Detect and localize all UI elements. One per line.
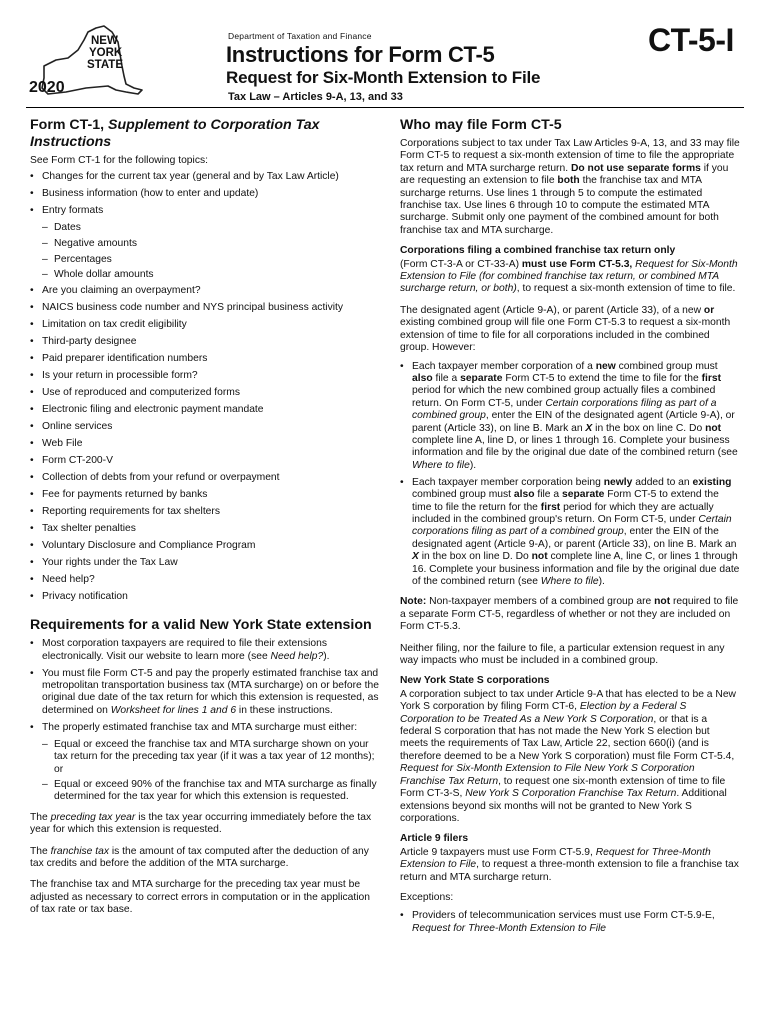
list-item: • Third-party designee <box>30 336 380 348</box>
list-item: • The properly estimated franchise tax and MTA surcharge must either: <box>30 722 380 734</box>
combined-group-heading: Corporations filing a combined franchise tax return only <box>400 245 676 257</box>
adjustment-paragraph: The franchise tax and MTA surcharge for the preceding tax year must be adjusted as necessary to correct errors in computation or in the application of tax rate or tax base. <box>30 879 370 916</box>
page-title: Instructions for Form CT-5 <box>226 42 495 67</box>
ct1-topic-list <box>30 171 380 603</box>
ct1-intro: See Form CT-1 for the following topics: <box>30 155 208 166</box>
who-may-file-paragraph: Corporations subject to tax under Tax Law Articles 9-A, 13, and 33 may file Form CT-5 to request a six-month extension of time to file the appropriate tax return and MTA surcharge return. Do not use separate forms if you are requesting an extension to file both the franchise tax and MTA surcharge returns. Use lines 1 through 5 to compute the estimated franchise tax. Use lines 6 through 10 to compute the estimated MTA surcharge. Submit only one payment of the combined amount for both franchise tax and MTA surcharge. <box>400 138 740 236</box>
s-corporations-heading: New York State S corporations <box>400 675 550 687</box>
list-item: • Privacy notification <box>30 591 380 603</box>
right-column <box>400 114 740 940</box>
list-item: • Need help? <box>30 574 380 586</box>
sub-list-item: – Percentages <box>30 254 380 266</box>
page-subtitle: Request for Six-Month Extension to File <box>226 68 541 87</box>
list-item: • Limitation on tax credit eligibility <box>30 319 380 331</box>
list-item: • Electronic filing and electronic payment mandate <box>30 404 380 416</box>
franchise-tax-paragraph: The franchise tax is the amount of tax computed after the deduction of any tax credits and before the addition of the MTA surcharge. <box>30 845 369 870</box>
list-item: • Voluntary Disclosure and Compliance Program <box>30 540 380 552</box>
list-item: • Most corporation taxpayers are required to file their extensions electronically. Visit our website to learn more (see Need help?). <box>30 638 380 663</box>
logo-line-1: NEW <box>91 35 118 47</box>
combined-group-paragraph: (Form CT-3-A or CT-33-A) must use Form CT-5.3, Request for Six-Month Extension to File (for combined franchise tax return, or combined MTA surcharge return, or both), to request a six-month extension of time to file. <box>400 258 738 295</box>
list-item: • Tax shelter penalties <box>30 523 380 535</box>
designated-agent-paragraph: The designated agent (Article 9-A), or parent (Article 33), of a new or existing combined group will file one Form CT-5.3 to request a six-month extension of time to file for all corporations included in the combined group. However: <box>400 304 731 354</box>
requirements-list <box>30 638 380 804</box>
department-name: Department of Taxation and Finance <box>228 31 372 41</box>
sub-list-item: – Dates <box>30 222 380 234</box>
list-item: • Each taxpayer member corporation being newly added to an existing combined group must also file a separate Form CT-5 to extend the time to file the return for the first period for which they are actually included in the combined group's return. On Form CT-5, under Certain corporations filing as part of a combined group, enter the EIN of the designated agent (Article 9-A), or parent (Article 33), on line B. Mark an X in the box on line D. Do not complete line A, line C, or lines 1 through 16. Complete your business information and file by the original due date of the combined return (see Where to file). <box>400 477 740 589</box>
list-item: • You must file Form CT-5 and pay the properly estimated franchise tax and metropolitan transportation business tax (MTA surcharge) on or before the original due date of the tax return for which this extension is requested, as determined on Worksheet for lines 1 and 6 in these instructions. <box>30 668 380 718</box>
list-item: • Paid preparer identification numbers <box>30 353 380 365</box>
list-item: • Online services <box>30 421 380 433</box>
list-item: • Business information (how to enter and update) <box>30 188 380 200</box>
list-item: • Your rights under the Tax Law <box>30 557 380 569</box>
list-item: • Fee for payments returned by banks <box>30 489 380 501</box>
tax-law-line: Tax Law – Articles 9-A, 13, and 33 <box>228 91 403 103</box>
sub-list-item: – Equal or exceed the franchise tax and MTA surcharge shown on your tax return for the preceding tax year (if it was a tax year of 12 months); or <box>30 739 380 776</box>
preceding-tax-year-paragraph: The preceding tax year is the tax year occurring immediately before the tax year for which this extension is requested. <box>30 811 372 836</box>
list-item: • Web File <box>30 438 380 450</box>
logo-line-2: YORK <box>89 47 123 59</box>
neither-paragraph: Neither filing, nor the failure to file, a particular extension request in any way impacts who must be included in a combined group. <box>400 642 725 667</box>
list-item: • Entry formats <box>30 205 380 217</box>
sub-list-item: – Negative amounts <box>30 238 380 250</box>
list-item: • Are you claiming an overpayment? <box>30 285 380 297</box>
list-item: • Collection of debts from your refund or overpayment <box>30 472 380 484</box>
article-9-heading: Article 9 filers <box>400 833 469 845</box>
note-paragraph: Note: Non-taxpayer members of a combined group are not required to file a separate Form CT-5, regardless of whether or not they are included on Form CT-5.3. <box>400 596 739 633</box>
exceptions-label: Exceptions: <box>400 891 454 903</box>
list-item: • Each taxpayer member corporation of a new combined group must also file a separate Form CT-5 to extend the time to file for the first period for which the new combined group actually files a combined return. On Form CT-5, under Certain corporations filing as part of a combined group, enter the EIN of the designated agent (Article 9-A), or parent (Article 33), on line B. Mark an X in the box on line C. Do not complete line A, line D, or lines 1 through 16. Complete your business information and file by the original due date of the combined return (see Where to file). <box>400 361 740 473</box>
list-item: • Form CT-200-V <box>30 455 380 467</box>
left-column <box>30 114 380 923</box>
section-heading-who-may-file: Who may file Form CT-5 <box>400 117 562 133</box>
combined-group-list <box>400 361 740 589</box>
form-code: CT-5-I <box>648 22 734 58</box>
exceptions-list <box>400 910 740 935</box>
list-item: • Is your return in processible form? <box>30 370 380 382</box>
section-heading-ct1: Form CT-1, Supplement to Corporation Tax Instructions <box>30 117 320 150</box>
list-item: • Providers of telecommunication services must use Form CT-5.9-E, Request for Three-Month Extension to File <box>400 910 740 935</box>
section-heading-requirements: Requirements for a valid New York State extension <box>30 617 372 634</box>
list-item: • Reporting requirements for tax shelters <box>30 506 380 518</box>
sub-list-item: – Whole dollar amounts <box>30 269 380 281</box>
logo-line-3: STATE <box>87 59 123 71</box>
list-item: • Use of reproduced and computerized forms <box>30 387 380 399</box>
new-york-state-logo <box>26 22 146 102</box>
article-9-paragraph: Article 9 taxpayers must use Form CT-5.9, Request for Three-Month Extension to File, to request a three-month extension to file a franchise tax return and MTA surcharge return. <box>400 846 739 883</box>
s-corporations-paragraph: A corporation subject to tax under Article 9-A that has elected to be a New York S corporation by filing Form CT-6, Election by a Federal S Corporation to be Treated As a New York S Corporation, or that is a federal S corporation that has not made the New York S election but meets the requirements of Tax Law, Article 22, section 660(i) (and is therefore deemed to be a New York S corporation) must file Form CT-5.4, Request for Six-Month Extension to File New York S Corporation Franchise Tax Return, to request one six-month extension of time to file Form CT-3-S, New York S Corporation Franchise Tax Return. Additional extensions beyond six months will not be granted to New York S corporations. <box>400 688 736 824</box>
tax-year: 2020 <box>29 79 65 96</box>
header-divider <box>26 107 744 108</box>
list-item: • Changes for the current tax year (general and by Tax Law Article) <box>30 171 380 183</box>
sub-list-item: – Equal or exceed 90% of the franchise tax and MTA surcharge as finally determined for the tax year for which this extension is requested. <box>30 779 380 804</box>
list-item: • NAICS business code number and NYS principal business activity <box>30 302 380 314</box>
